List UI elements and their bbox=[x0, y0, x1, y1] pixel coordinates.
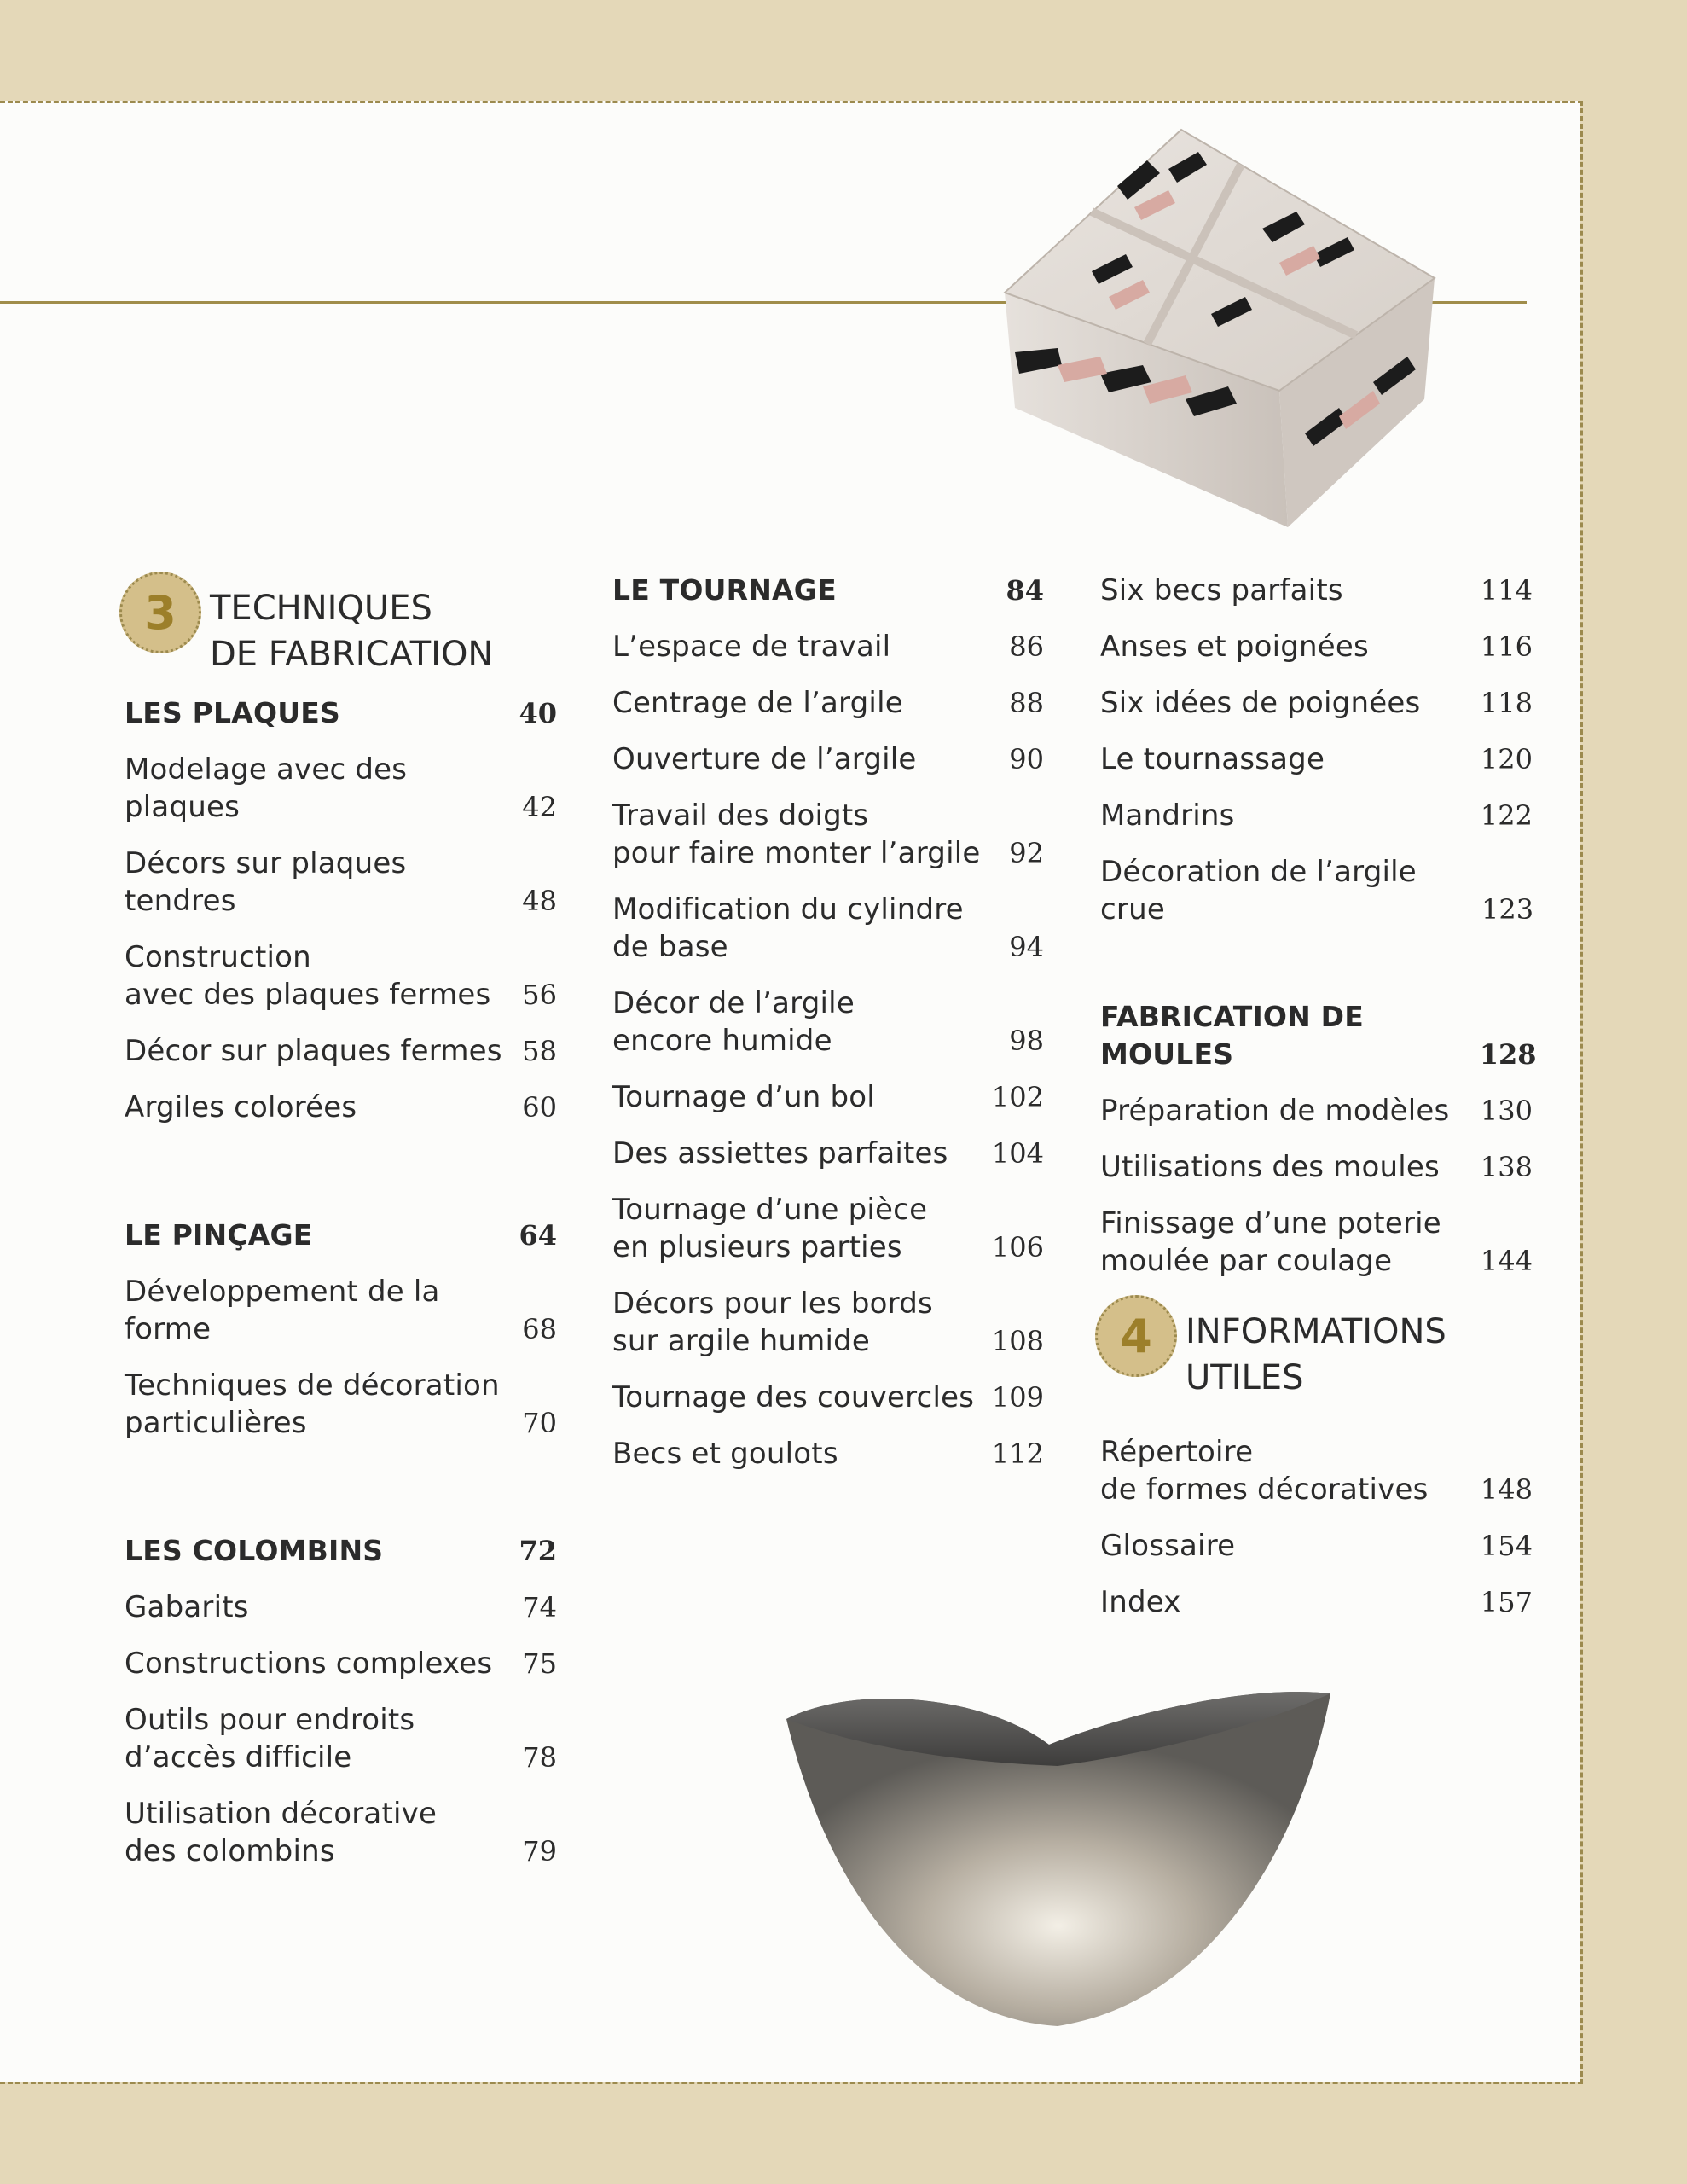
entry-title: Décor sur plaques fermes bbox=[125, 1034, 502, 1068]
toc-entry bbox=[1100, 1433, 1533, 1508]
toc-entry bbox=[125, 845, 557, 920]
entry-title: Outils pour endroits d’accès difficile bbox=[125, 1703, 415, 1774]
toc-column-1 bbox=[125, 572, 557, 1889]
page-number: 79 bbox=[522, 1835, 557, 1867]
entry-title: Techniques de décoration particulières bbox=[125, 1368, 500, 1440]
entry-title: Le tournassage bbox=[1100, 742, 1325, 776]
toc-column-2 bbox=[612, 572, 1044, 1491]
page-number: 88 bbox=[1009, 687, 1044, 719]
page-number: 58 bbox=[522, 1035, 557, 1067]
toc-entry bbox=[612, 741, 1044, 778]
section-heading bbox=[612, 572, 1044, 609]
toc-entry bbox=[612, 797, 1044, 872]
page-number: 114 bbox=[1480, 574, 1533, 607]
entry-title: Argiles colorées bbox=[125, 1090, 357, 1124]
entry-title: LE TOURNAGE bbox=[612, 573, 837, 607]
chapter-title: TECHNIQUES DE FABRICATION bbox=[210, 589, 494, 674]
page-number: 42 bbox=[522, 791, 557, 823]
toc-entry bbox=[612, 1435, 1044, 1472]
entry-title: Utilisation décorative des colombins bbox=[125, 1797, 438, 1868]
section-heading bbox=[125, 1532, 557, 1570]
page-number: 74 bbox=[522, 1591, 557, 1623]
page-number: 40 bbox=[519, 697, 557, 729]
page-number: 104 bbox=[991, 1137, 1044, 1170]
dashed-border-bottom bbox=[0, 2082, 1583, 2084]
chapter-3-heading bbox=[125, 572, 557, 677]
chapter-title: INFORMATIONS UTILES bbox=[1186, 1312, 1446, 1397]
dashed-border-right bbox=[1580, 101, 1583, 2084]
chapter-number-badge: 3 bbox=[119, 572, 201, 653]
entry-title: Index bbox=[1100, 1585, 1181, 1619]
page-number: 106 bbox=[991, 1231, 1044, 1263]
toc-entry bbox=[612, 684, 1044, 722]
toc-entry bbox=[125, 1795, 557, 1870]
toc-entry bbox=[125, 751, 557, 826]
toc-entry bbox=[125, 1589, 557, 1626]
section-heading bbox=[1100, 998, 1537, 1073]
page-number: 75 bbox=[522, 1647, 557, 1680]
toc-entry bbox=[612, 985, 1044, 1060]
entry-title: LE PINÇAGE bbox=[125, 1218, 313, 1252]
page-number: 64 bbox=[519, 1219, 557, 1252]
spacer bbox=[125, 1461, 557, 1532]
toc-entry bbox=[1100, 797, 1533, 834]
entry-title: Répertoire de formes décoratives bbox=[1100, 1435, 1429, 1507]
entry-title: Préparation de modèles bbox=[1100, 1094, 1450, 1128]
toc-entry bbox=[612, 1285, 1044, 1360]
page-number: 154 bbox=[1480, 1530, 1533, 1562]
page-number: 70 bbox=[522, 1407, 557, 1439]
chapter-number-badge: 4 bbox=[1095, 1295, 1177, 1377]
toc-entry bbox=[125, 1032, 557, 1070]
toc-entry bbox=[1100, 1583, 1533, 1621]
page-number: 48 bbox=[522, 885, 557, 917]
entry-title: FABRICATION DE MOULES bbox=[1100, 1000, 1365, 1071]
entry-title: Développement de la forme bbox=[125, 1275, 440, 1346]
entry-title: Décor de l’argile encore humide bbox=[612, 986, 855, 1058]
entry-title: Tournage d’une pièce en plusieurs parties bbox=[612, 1193, 928, 1264]
entry-title: Utilisations des moules bbox=[1100, 1150, 1440, 1184]
entry-title: Glossaire bbox=[1100, 1529, 1236, 1563]
toc-entry bbox=[125, 1273, 557, 1348]
entry-title: Modification du cylindre de base bbox=[612, 892, 964, 964]
entry-title: Construction avec des plaques fermes bbox=[125, 940, 491, 1012]
page-number: 68 bbox=[522, 1313, 557, 1345]
page-number: 94 bbox=[1009, 931, 1044, 963]
page-number: 92 bbox=[1009, 837, 1044, 869]
spacer bbox=[125, 1145, 557, 1217]
page-number: 98 bbox=[1009, 1025, 1044, 1057]
page-number: 86 bbox=[1009, 630, 1044, 663]
page-number: 56 bbox=[522, 979, 557, 1011]
toc-entry bbox=[612, 1379, 1044, 1416]
page-number: 60 bbox=[522, 1091, 557, 1124]
entry-title: Décoration de l’argile crue bbox=[1100, 855, 1417, 926]
toc-entry bbox=[612, 1078, 1044, 1116]
page-number: 84 bbox=[1006, 574, 1044, 607]
page-number: 102 bbox=[991, 1081, 1044, 1113]
page-number: 130 bbox=[1480, 1095, 1533, 1127]
toc-entry bbox=[1100, 628, 1533, 665]
entry-title: Modelage avec des plaques bbox=[125, 752, 408, 824]
ceramic-bowl-image bbox=[776, 1676, 1339, 2035]
page-number: 78 bbox=[522, 1741, 557, 1774]
toc-entry bbox=[612, 1191, 1044, 1266]
page-number: 128 bbox=[1479, 1038, 1537, 1071]
entry-title: LES COLOMBINS bbox=[125, 1534, 384, 1567]
page-number: 122 bbox=[1480, 799, 1533, 832]
entry-title: Finissage d’une poterie moulée par coulage bbox=[1100, 1206, 1441, 1278]
entry-title: Becs et goulots bbox=[612, 1437, 838, 1471]
entry-title: Travail des doigts pour faire monter l’argile bbox=[612, 799, 981, 870]
toc-entry bbox=[1100, 1205, 1533, 1280]
toc-entry bbox=[1100, 1092, 1533, 1130]
page-number: 109 bbox=[991, 1381, 1044, 1414]
entry-title: Six becs parfaits bbox=[1100, 573, 1343, 607]
entry-title: Six idées de poignées bbox=[1100, 686, 1421, 720]
toc-entry bbox=[125, 1367, 557, 1442]
toc-entry bbox=[1100, 853, 1533, 928]
toc-entry bbox=[612, 891, 1044, 966]
toc-entry bbox=[1100, 684, 1533, 722]
entry-title: Tournage des couvercles bbox=[612, 1380, 975, 1414]
page-number: 108 bbox=[991, 1325, 1044, 1357]
entry-title: LES PLAQUES bbox=[125, 696, 340, 729]
entry-title: L’espace de travail bbox=[612, 630, 891, 664]
section-heading bbox=[125, 1217, 557, 1254]
toc-entry bbox=[612, 628, 1044, 665]
page-number: 138 bbox=[1480, 1151, 1533, 1183]
dashed-border-top bbox=[0, 101, 1583, 103]
entry-title: Tournage d’un bol bbox=[612, 1080, 875, 1114]
toc-entry bbox=[612, 1135, 1044, 1172]
toc-entry bbox=[1100, 741, 1533, 778]
toc-entry bbox=[125, 1701, 557, 1776]
entry-title: Gabarits bbox=[125, 1590, 249, 1624]
entry-title: Décors pour les bords sur argile humide bbox=[612, 1287, 933, 1358]
page-number: 123 bbox=[1481, 893, 1534, 926]
toc-entry bbox=[1100, 1527, 1533, 1565]
page-number: 112 bbox=[991, 1438, 1044, 1470]
toc-entry bbox=[1100, 572, 1533, 609]
toc-entry bbox=[125, 1089, 557, 1126]
entry-title: Décors sur plaques tendres bbox=[125, 846, 407, 918]
page-number: 144 bbox=[1480, 1245, 1533, 1277]
page-number: 116 bbox=[1480, 630, 1533, 663]
entry-title: Constructions complexes bbox=[125, 1647, 493, 1681]
chapter-4-heading bbox=[1100, 1295, 1533, 1401]
page-number: 118 bbox=[1480, 687, 1533, 719]
page-number: 72 bbox=[519, 1535, 557, 1567]
page-number: 148 bbox=[1480, 1473, 1533, 1506]
page-number: 120 bbox=[1480, 743, 1533, 775]
toc-entry bbox=[125, 938, 557, 1014]
page-number: 90 bbox=[1009, 743, 1044, 775]
entry-title: Ouverture de l’argile bbox=[612, 742, 917, 776]
toc-column-3 bbox=[1100, 572, 1537, 1640]
toc-entry bbox=[1100, 1148, 1533, 1186]
entry-title: Mandrins bbox=[1100, 799, 1235, 833]
page-number: 157 bbox=[1480, 1586, 1533, 1618]
entry-title: Centrage de l’argile bbox=[612, 686, 903, 720]
ceramic-box-image bbox=[998, 126, 1441, 531]
entry-title: Anses et poignées bbox=[1100, 630, 1369, 664]
entry-title: Des assiettes parfaites bbox=[612, 1136, 948, 1170]
spacer bbox=[1100, 947, 1533, 998]
section-heading bbox=[125, 694, 557, 732]
toc-entry bbox=[125, 1645, 557, 1682]
